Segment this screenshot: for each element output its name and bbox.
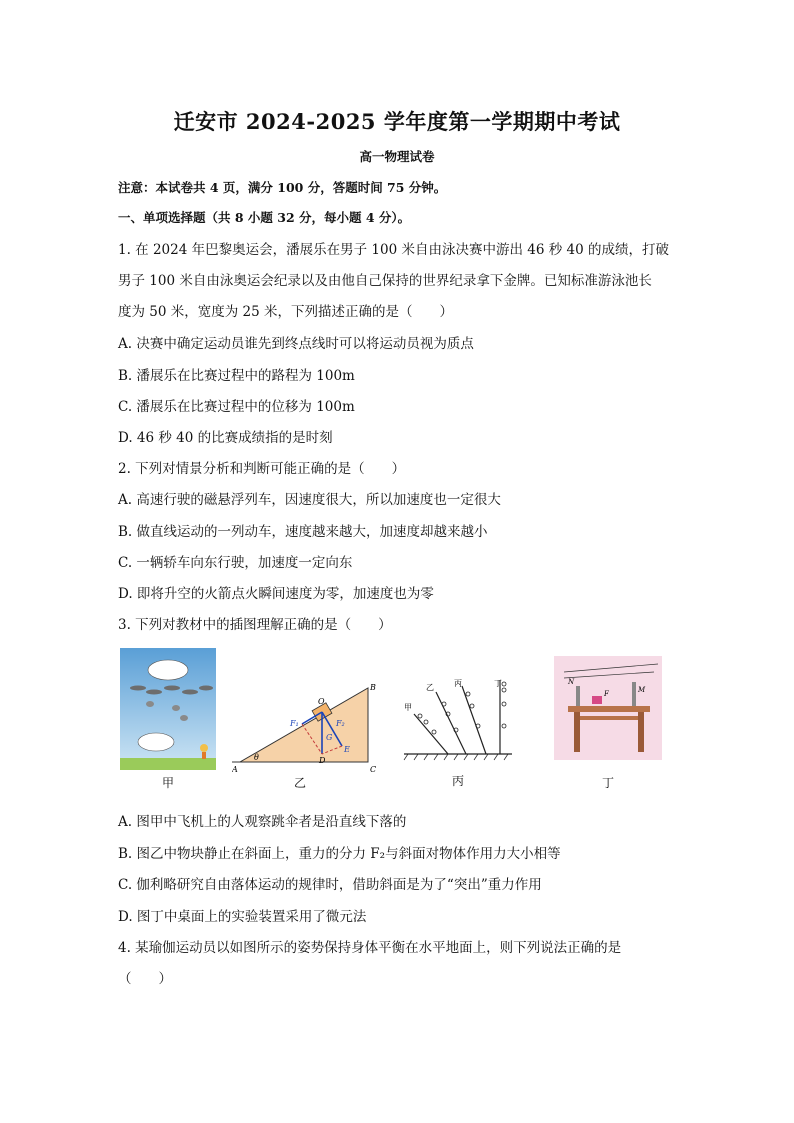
label-bing-ding: 丁 xyxy=(494,679,502,688)
caption-jia: 甲 xyxy=(161,776,174,790)
q2-stem: 2. 下列对情景分析和判断可能正确的是（ ） xyxy=(118,461,406,477)
q4-stem-line-1: 4. 某瑜伽运动员以如图所示的姿势保持身体平衡在水平地面上，则下列说法正确的是 xyxy=(118,940,622,956)
label-F-ding: F xyxy=(604,690,609,698)
figure-bing xyxy=(400,678,516,788)
label-bing-jia: 甲 xyxy=(404,703,412,712)
q4-stem-line-2: （ ） xyxy=(118,971,172,987)
label-bing-yi: 乙 xyxy=(426,683,434,692)
label-theta: θ xyxy=(254,753,259,762)
q1-option-b: B. 潘展乐在比赛过程中的路程为 100m xyxy=(118,368,355,384)
q1-option-a: A. 决赛中确定运动员谁先到终点线时可以将运动员视为质点 xyxy=(118,336,474,352)
label-E: E xyxy=(344,745,350,754)
figure-ding xyxy=(554,656,662,790)
q3-option-a: A. 图甲中飞机上的人观察跳伞者是沿直线下落的 xyxy=(118,814,407,830)
q3-option-c: C. 伽利略研究自由落体运动的规律时，借助斜面是为了“突出”重力作用 xyxy=(118,877,542,893)
label-A: A xyxy=(232,765,238,774)
q2-option-d: D. 即将升空的火箭点火瞬间速度为零，加速度也为零 xyxy=(118,586,434,602)
q1-option-d: D. 46 秒 40 的比赛成绩指的是时刻 xyxy=(118,430,333,446)
galileo-incline-diagram xyxy=(400,678,516,770)
q3-option-b: B. 图乙中物块静止在斜面上，重力的分力 F₂与斜面对物体作用力大小相等 xyxy=(118,846,561,862)
label-M: M xyxy=(638,686,646,694)
q1-stem-line-2: 男子 100 米自由泳奥运会纪录以及由他自己保持的世界纪录拿下金牌。已知标准游泳池长 xyxy=(118,273,652,289)
label-F2: F₂ xyxy=(336,719,345,728)
label-bing-bing: 丙 xyxy=(454,679,462,688)
q2-option-b: B. 做直线运动的一列动车，速度越来越大，加速度却越来越小 xyxy=(118,524,488,540)
figure-yi xyxy=(232,682,380,790)
q2-option-a: A. 高速行驶的磁悬浮列车，因速度很大，所以加速度也一定很大 xyxy=(118,492,501,508)
figure-jia xyxy=(120,648,216,790)
label-F1: F₁ xyxy=(290,719,299,728)
q2-option-c: C. 一辆轿车向东行驶，加速度一定向东 xyxy=(118,555,353,571)
skydiver-illustration xyxy=(120,648,216,770)
page-title: 迁安市 2024-2025 学年度第一学期期中考试 xyxy=(173,109,621,134)
caption-bing: 丙 xyxy=(451,774,464,788)
q1-stem-line-3: 度为 50 米，宽度为 25 米，下列描述正确的是（ ） xyxy=(118,304,454,320)
page-subtitle: 高一物理试卷 xyxy=(359,149,435,164)
q3-option-d: D. 图丁中桌面上的实验装置采用了微元法 xyxy=(118,909,367,925)
label-B: B xyxy=(370,683,376,692)
q1-stem-line-1: 1. 在 2024 年巴黎奥运会，潘展乐在男子 100 米自由泳决赛中游出 46 秒 40 的成绩，打破 xyxy=(118,242,669,258)
label-D: D xyxy=(319,756,326,765)
label-N: N xyxy=(568,678,575,686)
caption-yi: 乙 xyxy=(293,776,306,790)
table-apparatus-illustration xyxy=(554,656,662,760)
q1-option-c: C. 潘展乐在比赛过程中的位移为 100m xyxy=(118,399,355,415)
q3-figures xyxy=(118,648,698,798)
label-C: C xyxy=(370,765,377,774)
incline-force-diagram xyxy=(232,682,380,774)
exam-notice: 注意：本试卷共 4 页，满分 100 分，答题时间 75 分钟。 xyxy=(118,180,447,195)
section-heading: 一、单项选择题（共 8 小题 32 分，每小题 4 分）。 xyxy=(118,210,411,225)
caption-ding: 丁 xyxy=(601,776,614,790)
q3-stem: 3. 下列对教材中的插图理解正确的是（ ） xyxy=(118,617,392,633)
label-G: G xyxy=(326,733,333,742)
label-O: O xyxy=(318,697,325,706)
